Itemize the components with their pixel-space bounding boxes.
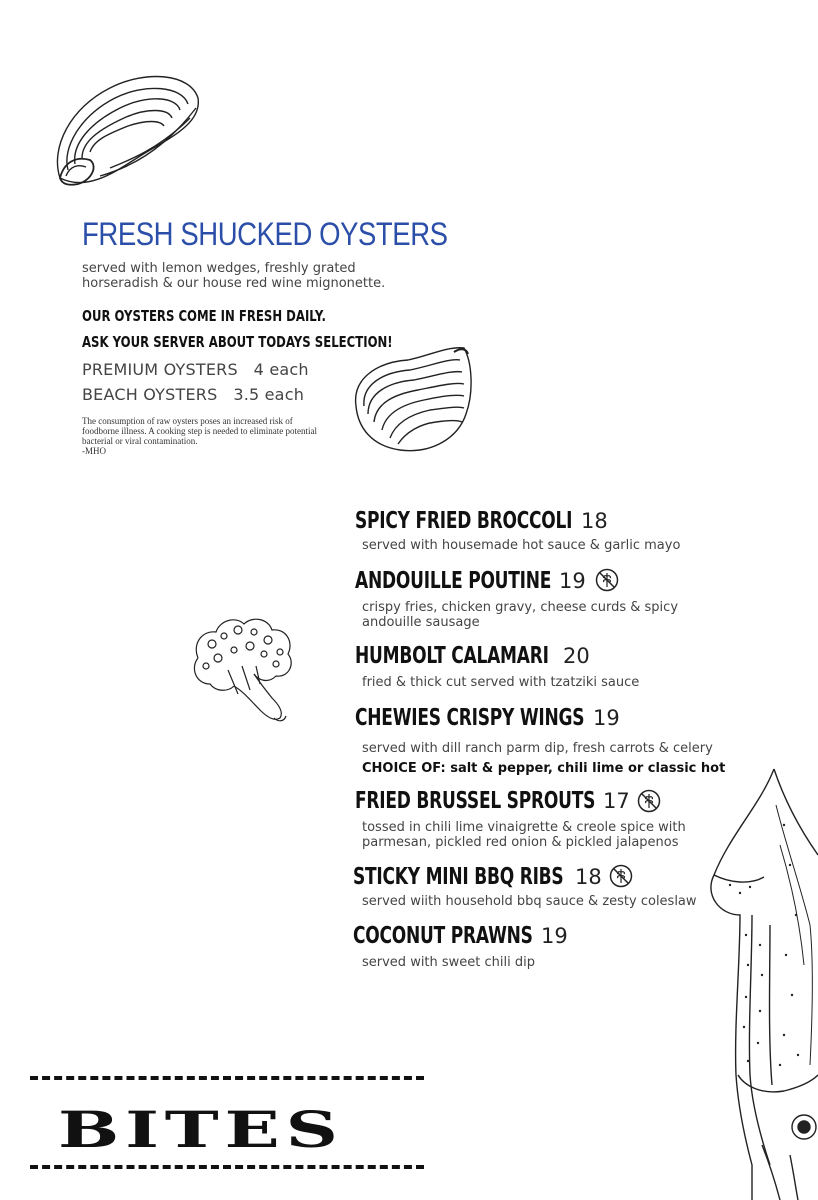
divider-bottom (30, 1165, 424, 1169)
oyster-price-name: BEACH OYSTERS (82, 385, 218, 404)
oyster-price-value: 4 each (253, 360, 309, 379)
oyster-illustration-top (50, 68, 202, 196)
menu-item (355, 568, 722, 630)
item-price: 17 (603, 789, 630, 813)
item-description: served wiith household bbq sauce & zesty coleslaw (362, 894, 697, 909)
item-description: served with housemade hot sauce & garlic mayo (362, 538, 681, 553)
squid-illustration (700, 765, 818, 1200)
gluten-free-icon (637, 789, 661, 813)
menu-item (355, 788, 707, 850)
gluten-free-icon (595, 568, 619, 592)
oysters-notice (82, 303, 393, 355)
item-description: served with sweet chili dip (362, 955, 536, 970)
item-price: 20 (563, 644, 590, 668)
menu-item (353, 864, 742, 909)
item-description: tossed in chili lime vinaigrette & creole spice with parmesan, pickled red onion & pickled jalapenos (362, 820, 686, 850)
broccoli-illustration (188, 614, 300, 730)
item-name: FRIED BRUSSEL SPROUTS (355, 788, 596, 814)
item-price: 18 (581, 509, 608, 533)
menu-item (353, 923, 742, 970)
item-description: served with dill ranch parm dip, fresh carrots & celery (362, 741, 713, 756)
oysters-title: FRESH SHUCKED OYSTERS (82, 216, 448, 252)
item-name: CHEWIES CRISPY WINGS (355, 705, 585, 731)
item-choice: CHOICE OF: salt & pepper, chili lime or classic hot (362, 761, 726, 776)
menu-item (355, 643, 742, 690)
item-description: fried & thick cut served with tzatziki sauce (362, 675, 640, 690)
item-name: STICKY MINI BBQ RIBS (353, 864, 564, 890)
oyster-price-value: 3.5 each (233, 385, 305, 404)
oyster-illustration-right (348, 342, 476, 458)
item-price: 19 (593, 706, 620, 730)
oysters-notice-line2: ASK YOUR SERVER ABOUT TODAYS SELECTION! (82, 333, 393, 351)
item-price: 18 (575, 865, 602, 889)
divider-top (30, 1076, 424, 1080)
oysters-notice-line1: OUR OYSTERS COME IN FRESH DAILY. (82, 307, 326, 325)
oysters-description: served with lemon wedges, freshly grated horseradish & our house red wine mignonette. (82, 261, 386, 291)
item-price: 19 (559, 569, 586, 593)
section-title: BITES (58, 1100, 344, 1159)
oysters-warning (82, 416, 318, 456)
oyster-price-beach (82, 385, 304, 404)
gluten-free-icon (609, 864, 633, 888)
oyster-price-premium (82, 360, 309, 379)
item-name: COCONUT PRAWNS (353, 923, 533, 949)
item-name: ANDOUILLE POUTINE (355, 568, 552, 594)
menu-item (355, 508, 742, 553)
oyster-price-name: PREMIUM OYSTERS (82, 360, 238, 379)
item-name: SPICY FRIED BROCCOLI (355, 508, 573, 534)
item-description: crispy fries, chicken gravy, cheese curds & spicy andouille sausage (362, 600, 679, 630)
oysters-warning-text: The consumption of raw oysters poses an increased risk of foodborne illness. A cooking step is needed to eliminate potential bacterial or viral contamination. (82, 416, 317, 446)
item-name: HUMBOLT CALAMARI (355, 643, 549, 669)
oysters-warning-signature: -MHO (82, 446, 106, 456)
item-price: 19 (541, 924, 568, 948)
